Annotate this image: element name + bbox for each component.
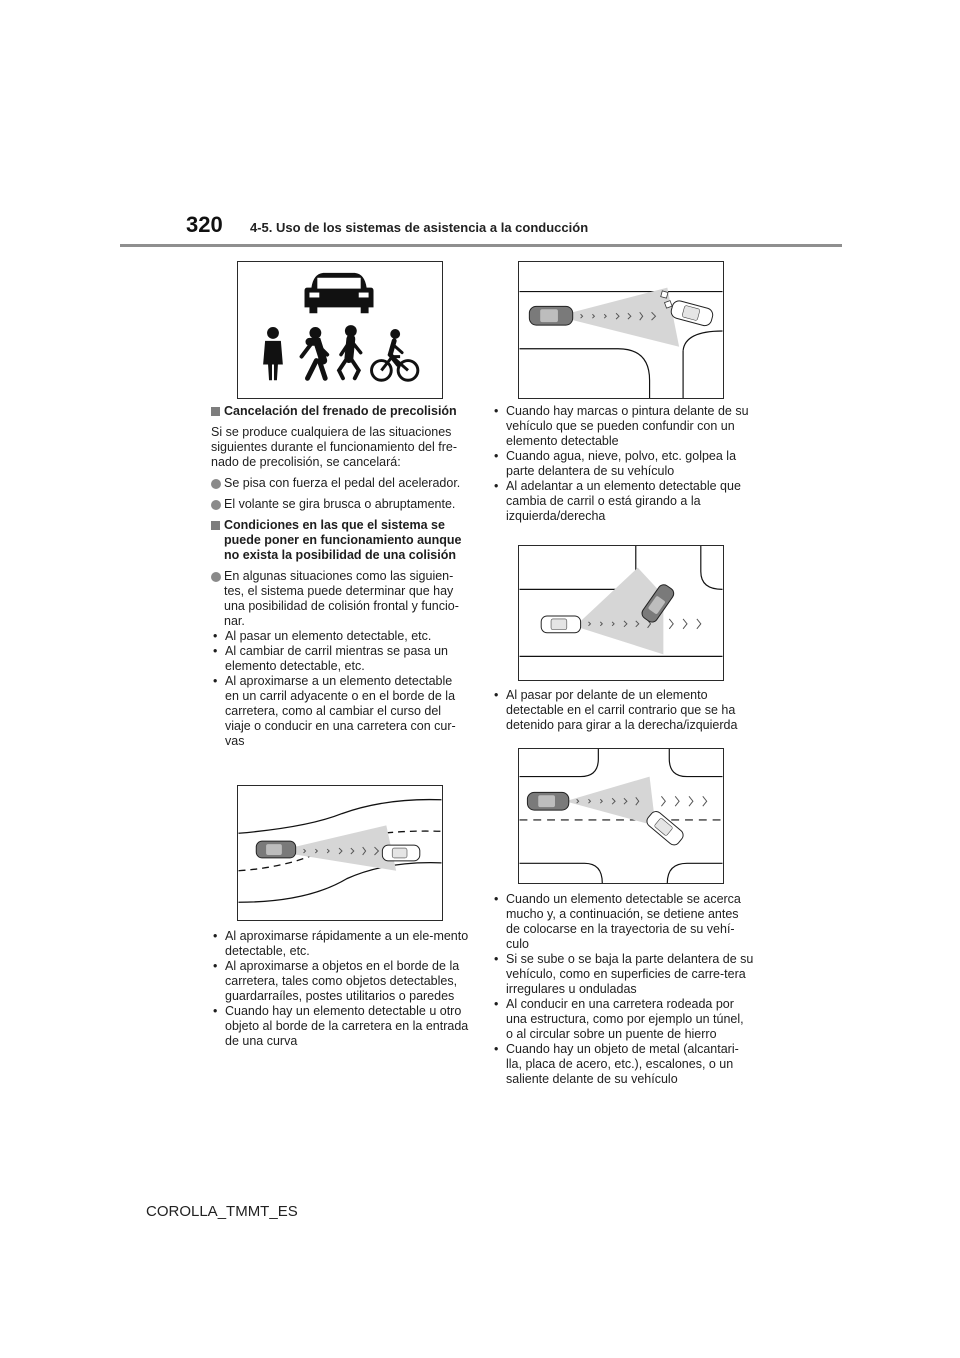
- right-column-middle: [492, 688, 752, 733]
- list-item: • Cuando hay un elemento detectable u otro objeto al borde de la carretera en la entrada de una curva: [211, 1004, 473, 1049]
- list-item: • Cuando un elemento detectable se acerca mucho y, a continuación, se detiene antes de colocarse en la trayectoria de su vehí-culo: [492, 892, 754, 952]
- list-item: • Al aproximarse rápidamente a un ele-mento detectable, etc.: [211, 929, 473, 959]
- own-vehicle-icon: [256, 841, 295, 858]
- header-rule: [120, 244, 842, 247]
- other-vehicle-icon: [670, 299, 715, 327]
- list-item: • Al cambiar de carril mientras se pasa un elemento detectable, etc.: [211, 644, 469, 674]
- heading-cancelation: Cancelación del frenado de precolisión: [211, 404, 469, 419]
- figure-curved-road: [237, 785, 443, 921]
- list-item: • Cuando agua, nieve, polvo, etc. golpea la parte delantera de su vehículo: [492, 449, 752, 479]
- list-item: • Si se sube o se baja la parte delantera de su vehículo, como en superficies de carre-tera irregulares u onduladas: [492, 952, 754, 997]
- dot-item-accelerator: Se pisa con fuerza el pedal del acelerador.: [211, 476, 469, 491]
- own-vehicle-icon: [529, 306, 572, 325]
- list-item: • Al adelantar a un elemento detectable que cambia de carril o está girando a la izquierda/derecha: [492, 479, 752, 524]
- left-column-lower: [211, 929, 473, 1049]
- circle-marker-icon: [211, 500, 221, 510]
- dot-item-steering: El volante se gira brusca o abruptamente.: [211, 497, 469, 512]
- page-number: 320: [186, 212, 223, 237]
- pedestrian-standing-icon: [263, 327, 283, 380]
- other-vehicle-icon: [382, 845, 419, 861]
- dot-item-situations: En algunas situaciones como las siguien-tes, el sistema puede determinar que hay una posibilidad de colisión frontal y funcio-nar. • Al pasar un elemento detectable, etc. • Al cambiar de carril mientras se pasa un elemento detectable, etc. • Al aproximarse a un elemento detectable en un carril adyacente o en el borde de la carretera, como al cambiar el curso del viaje o conducir en una carretera con cur-vas: [211, 569, 469, 749]
- other-vehicle-icon: [645, 809, 686, 847]
- circle-marker-icon: [211, 479, 221, 489]
- cyclist-icon: [372, 329, 418, 380]
- footer-model: COROLLA_TMMT_ES: [146, 1203, 298, 1220]
- paragraph-cancelation: Si se produce cualquiera de las situaciones siguientes durante el funcionamiento del fre-nado de precolisión, se cancelará:: [211, 425, 457, 469]
- square-marker-icon: [211, 521, 220, 530]
- radar-beam: [569, 777, 656, 826]
- child-icon: [339, 325, 361, 378]
- own-vehicle-icon: [541, 616, 580, 633]
- right-column-upper: [492, 404, 752, 524]
- list-item: • Al conducir en una carretera rodeada por una estructura, como por ejemplo un túnel, o al circular sobre un puente de hierro: [492, 997, 754, 1042]
- section-title: 4-5. Uso de los sistemas de asistencia a la conducción: [250, 220, 589, 235]
- left-column-upper: [211, 404, 469, 755]
- list-item: • Cuando hay marcas o pintura delante de su vehículo que se pueden confundir con un elemento detectable: [492, 404, 752, 449]
- right-column-lower: [492, 892, 754, 1087]
- list-item: • Al aproximarse a objetos en el borde de la carretera, tales como objetos detectables, guardarraíles, postes utilitarios o paredes: [211, 959, 473, 1004]
- pedestrian-walking-icon: [302, 327, 328, 378]
- circle-marker-icon: [211, 572, 221, 582]
- figure-oncoming-turn: [518, 545, 724, 681]
- list-item: • Al pasar un elemento detectable, etc.: [211, 629, 469, 644]
- car-front-icon: [305, 273, 374, 313]
- radar-beam: [286, 825, 396, 870]
- list-item: • Cuando hay un objeto de metal (alcantari-lla, placa de acero, etc.), escalones, o un saliente delante de su vehículo: [492, 1042, 754, 1087]
- figure-detectable-objects: [237, 261, 443, 399]
- own-vehicle-icon: [527, 792, 568, 810]
- figure-turning-vehicle: [518, 261, 724, 399]
- list-item: • Al aproximarse a un elemento detectable en un carril adyacente o en el borde de la carretera, como al cambiar el curso del viaje o conducir en una carretera con cur-vas: [211, 674, 469, 749]
- heading-conditions: Condiciones en las que el sistema se puede poner en funcionamiento aunque no exista la posibilidad de una colisión: [211, 518, 469, 563]
- figure-crossing-vehicle: [518, 748, 724, 884]
- square-marker-icon: [211, 407, 220, 416]
- list-item: • Al pasar por delante de un elemento detectable en el carril contrario que se ha detenido para girar a la derecha/izquierda: [492, 688, 752, 733]
